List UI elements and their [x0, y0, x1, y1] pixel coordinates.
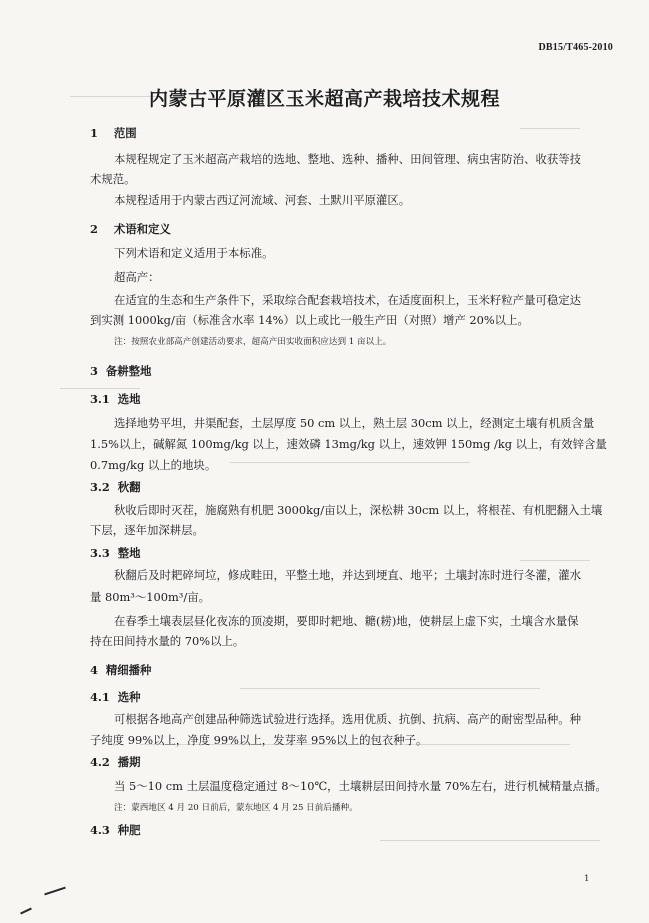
paragraph-line: 本规程规定了玉米超高产栽培的选地、整地、选种、播种、田间管理、病虫害防治、收获等技 [114, 152, 582, 166]
note-line: 注：按照农业部高产创建活动要求，超高产田实收面积应达到 1 亩以上。 [114, 337, 392, 347]
standard-code: DB15/T465-2010 [538, 42, 613, 53]
scan-artifact [60, 388, 140, 389]
paragraph-line: 下列术语和定义适用于本标准。 [114, 246, 274, 260]
section-number: 1 [90, 126, 98, 140]
section-title: 术语和定义 [113, 222, 171, 236]
term-name: 超高产： [114, 270, 160, 284]
paragraph-line: 到实测 1000kg/亩（标准含水率 14%）以上或比一般生产田（对照）增产 20%以上。 [90, 313, 529, 327]
scan-artifact [240, 688, 540, 689]
subsection-heading [90, 690, 141, 704]
subsection-heading [90, 823, 141, 837]
section-heading [90, 364, 151, 378]
section-title: 精细播种 [105, 663, 152, 677]
paragraph-line: 0.7mg/kg 以上的地块。 [90, 458, 217, 472]
subsection-title: 秋翻 [117, 480, 141, 494]
scan-artifact [520, 128, 580, 129]
paragraph-line: 1.5%以上，碱解氮 100mg/kg 以上，速效磷 13mg/kg 以上，速效钾 150mg /kg 以上，有效锌含量 [90, 437, 607, 451]
subsection-number: 4.3 [90, 823, 110, 837]
subsection-number: 3.3 [90, 546, 110, 560]
scan-artifact [380, 840, 600, 841]
subsection-title: 播期 [117, 755, 141, 769]
subsection-number: 3.2 [90, 480, 110, 494]
paragraph-line: 可根据各地高产创建品种筛选试验进行选择。选用优质、抗倒、抗病、高产的耐密型品种。种 [114, 712, 582, 726]
subsection-heading [90, 392, 141, 406]
subsection-number: 4.1 [90, 690, 110, 704]
subsection-heading [90, 480, 141, 494]
page-number: 1 [584, 874, 590, 884]
paragraph-line: 子纯度 99%以上，净度 99%以上，发芽率 95%以上的包衣种子。 [90, 733, 428, 747]
paragraph-line: 选择地势平坦，井渠配套，土层厚度 50 cm 以上，熟土层 30cm 以上，经测定土壤有机质含量 [114, 416, 595, 430]
section-heading [90, 663, 151, 677]
paragraph-line: 持在田间持水量的 70%以上。 [90, 634, 245, 648]
pen-mark [20, 908, 32, 915]
paragraph-line: 术规范。 [90, 172, 136, 186]
subsection-title: 选地 [117, 392, 141, 406]
section-heading [90, 126, 137, 140]
document-title: 内蒙古平原灌区玉米超高产栽培技术规程 [148, 88, 500, 110]
section-title: 备耕整地 [105, 364, 152, 378]
scan-artifact [520, 560, 590, 561]
paragraph-line: 下层，逐年加深耕层。 [90, 523, 204, 537]
subsection-title: 整地 [117, 546, 141, 560]
subsection-heading [90, 546, 141, 560]
section-title: 范围 [113, 126, 137, 140]
paragraph-line: 当 5～10 cm 土层温度稳定通过 8～10℃，土壤耕层田间持水量 70%左右，进行机械精量点播。 [114, 779, 607, 793]
scan-artifact [230, 462, 470, 463]
paragraph-line: 量 80m³～100m³/亩。 [90, 590, 210, 604]
section-number: 3 [90, 364, 98, 378]
paragraph-line: 秋翻后及时耙碎坷垃，修成畦田，平整土地，并达到埂直、地平；土壤封冻时进行冬灌，灌水 [114, 568, 582, 582]
subsection-number: 3.1 [90, 392, 110, 406]
subsection-number: 4.2 [90, 755, 110, 769]
paragraph-line: 在春季土壤表层昼化夜冻的顶凌期，要即时耙地、耱(耢)地，使耕层上虚下实，土壤含水量保 [114, 614, 579, 628]
paragraph-line: 本规程适用于内蒙古西辽河流域、河套、土默川平原灌区。 [114, 193, 411, 207]
subsection-heading [90, 755, 141, 769]
paragraph-line: 秋收后即时灭茬，施腐熟有机肥 3000kg/亩以上，深松耕 30cm 以上，将根茬、有机肥翻入土壤 [114, 503, 603, 517]
section-heading [90, 222, 171, 236]
subsection-title: 种肥 [117, 823, 141, 837]
section-number: 4 [90, 663, 98, 677]
subsection-title: 选种 [117, 690, 141, 704]
paragraph-line: 在适宜的生态和生产条件下，采取综合配套栽培技术，在适度面积上，玉米籽粒产量可稳定达 [114, 293, 582, 307]
section-number: 2 [90, 222, 98, 236]
pen-mark [44, 887, 66, 896]
note-line: 注：蒙西地区 4 月 20 日前后，蒙东地区 4 月 25 日前后播种。 [114, 803, 358, 813]
